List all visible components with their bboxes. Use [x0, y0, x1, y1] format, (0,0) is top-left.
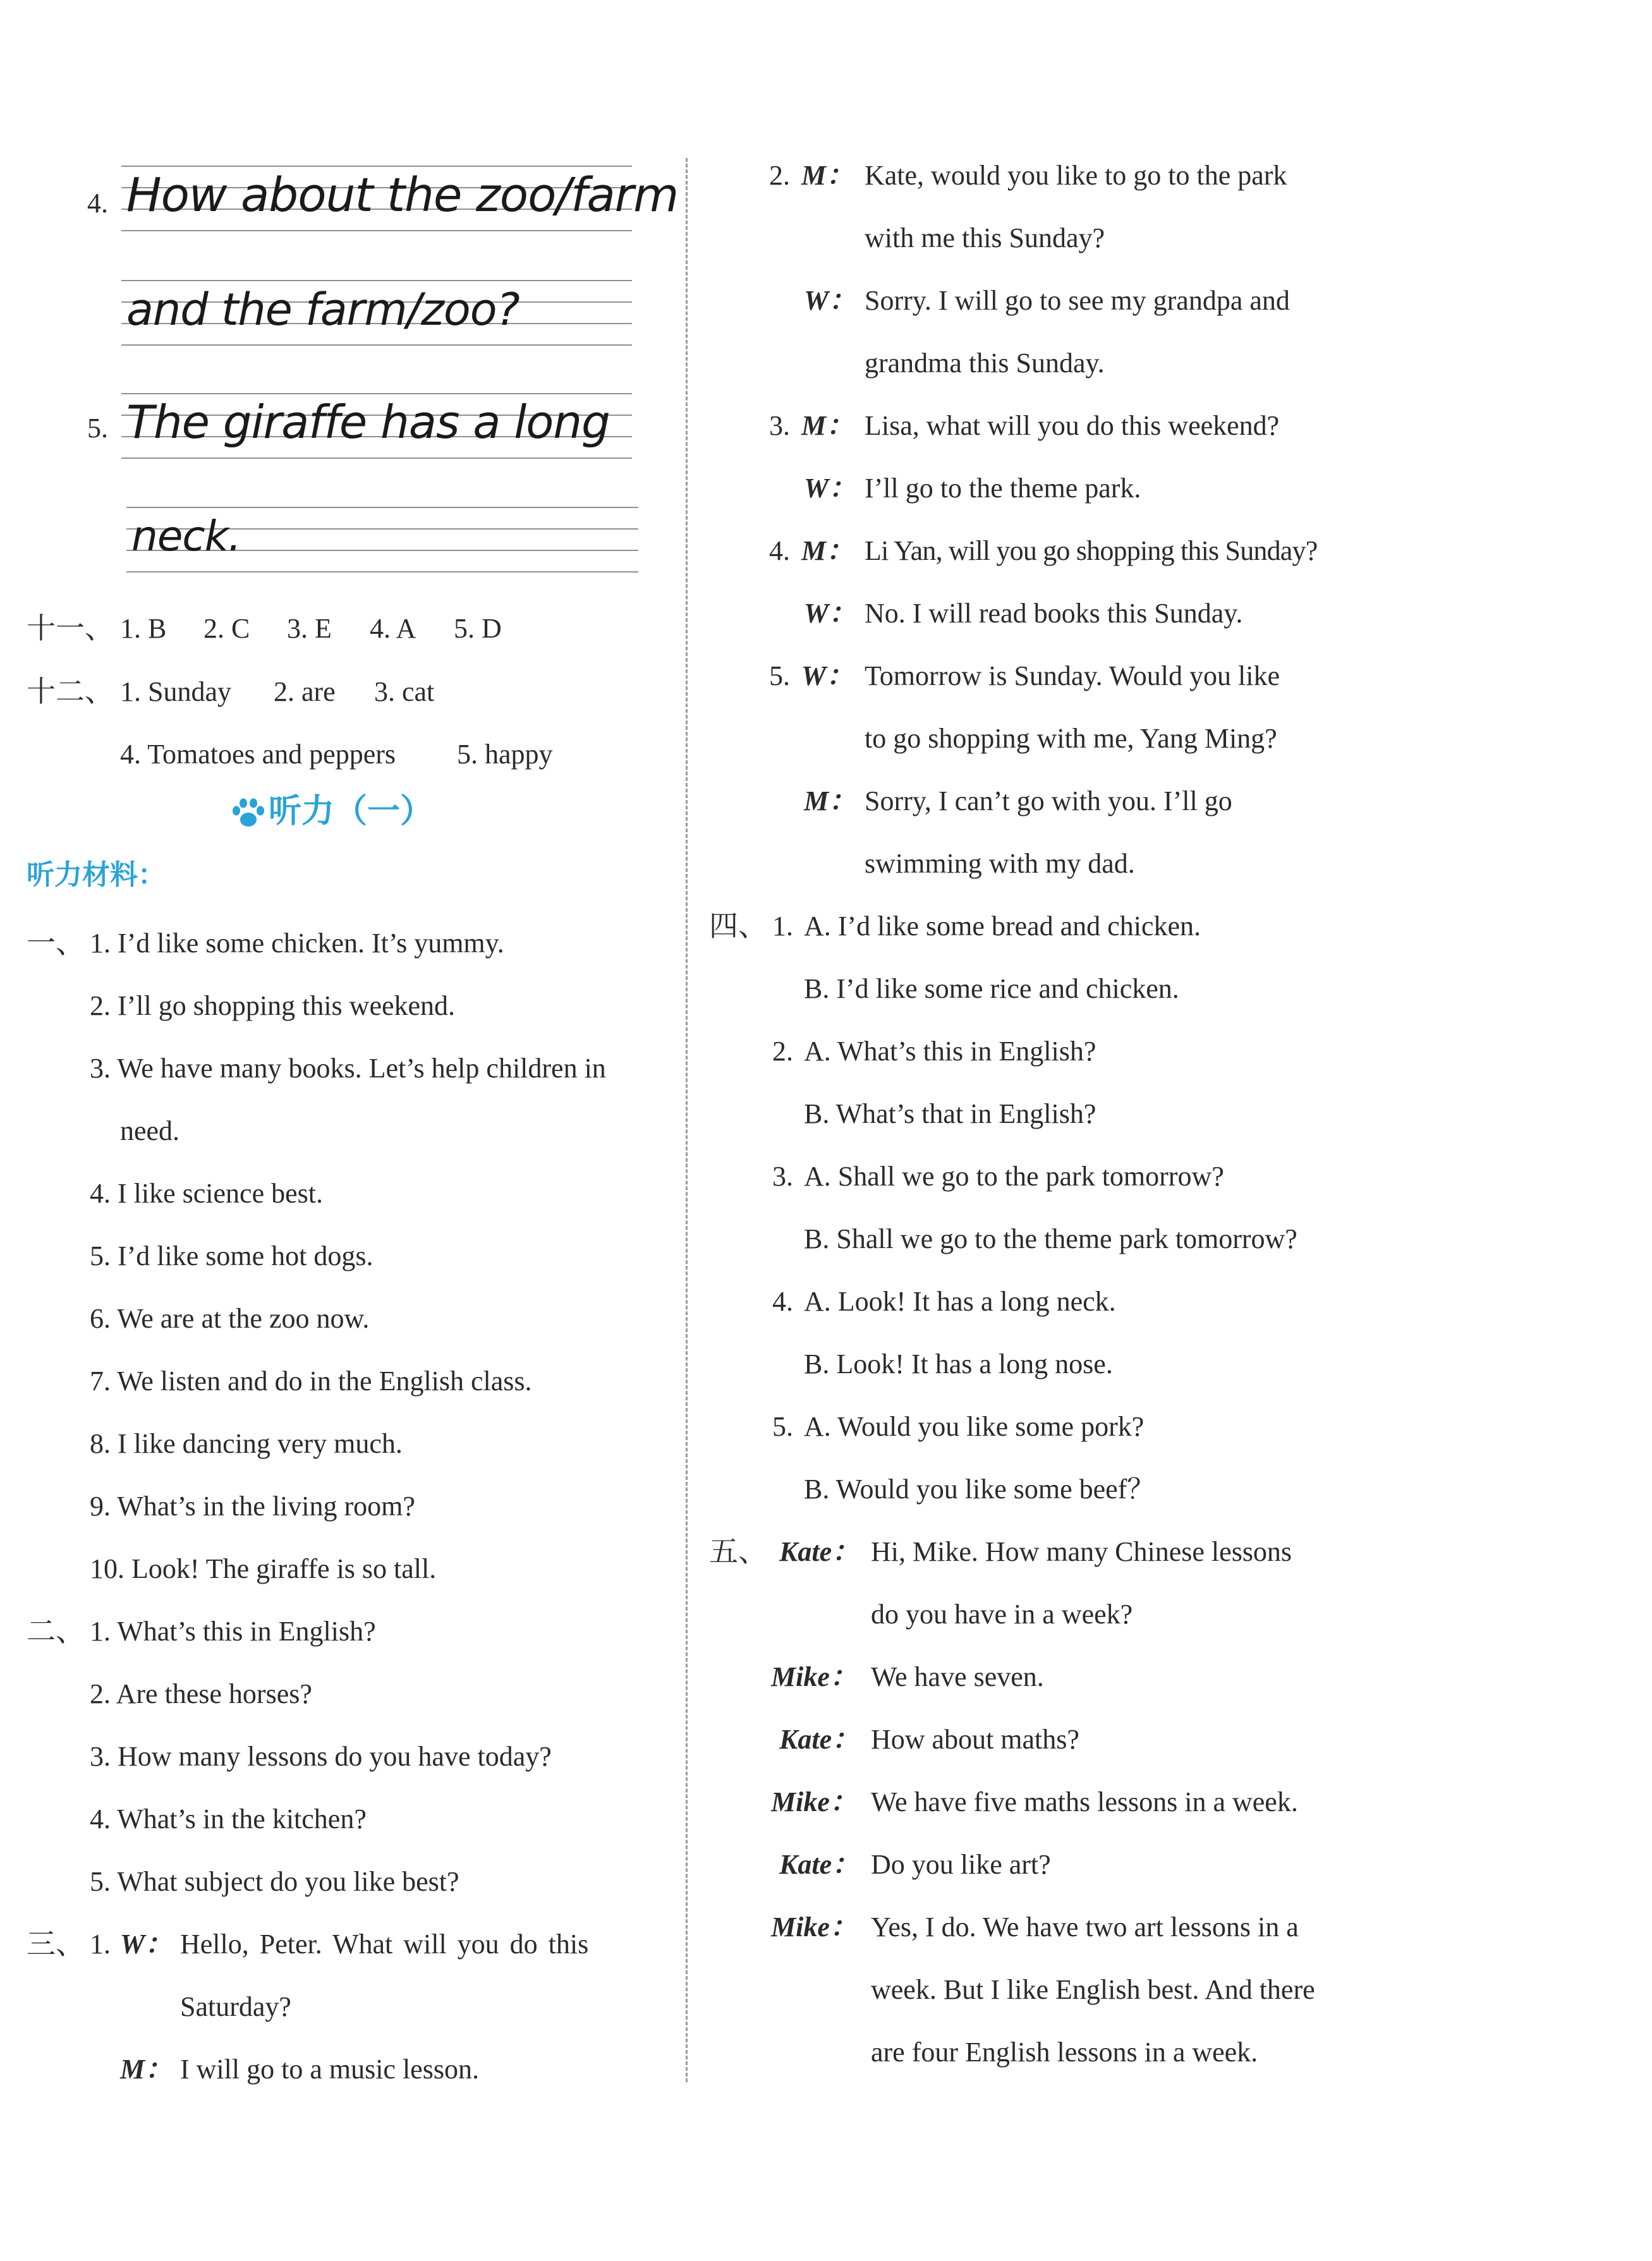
part2-item: 2. Are these horses? — [90, 1678, 312, 1709]
part2-label: 二、 — [27, 1614, 85, 1648]
sec12-answer: 4. Tomatoes and peppers — [120, 739, 396, 770]
dialogue-line: I will go to a music lesson. — [180, 2054, 479, 2085]
hw-q4-number: 4. — [87, 188, 108, 219]
dialogue-line: Hi, Mike. How many Chinese lessons — [871, 1536, 1292, 1567]
part1-item: 1. I’d like some chicken. It’s yummy. — [90, 928, 504, 959]
speaker-label: M： — [801, 535, 854, 566]
part4-option: A. Look! It has a long neck. — [804, 1286, 1116, 1317]
hw-q5-line1: The giraffe has a long — [126, 396, 610, 449]
dialogue-line: week. But I like English best. And there — [871, 1974, 1315, 2005]
part4-option: B. I’d like some rice and chicken. — [804, 973, 1179, 1004]
part3-d5-num: 5. — [769, 660, 790, 691]
part4-num: 5. — [772, 1411, 793, 1442]
dialogue-line: are four English lessons in a week. — [871, 2037, 1258, 2068]
sec11-answer: 1. B — [120, 613, 167, 644]
part4-num: 3. — [772, 1161, 793, 1192]
part3-label: 三、 — [27, 1927, 85, 1961]
sec11-label: 十一、 — [27, 611, 114, 645]
speaker-label: M： — [801, 410, 854, 441]
part4-option: B. Look! It has a long nose. — [804, 1349, 1113, 1379]
part1-item: 5. I’d like some hot dogs. — [90, 1240, 374, 1271]
listening-heading — [231, 792, 434, 830]
sec11-answer: 2. C — [203, 613, 250, 644]
part1-item: 2. I’ll go shopping this weekend. — [90, 990, 456, 1021]
dialogue-line: Li Yan, will you go shopping this Sunday? — [865, 535, 1318, 566]
part4-option: A. What’s this in English? — [804, 1036, 1096, 1067]
part4-option: A. I’d like some bread and chicken. — [804, 911, 1201, 942]
dialogue-line: Hello, Peter. What will you do this — [180, 1929, 589, 1960]
hw-q5-line2: neck. — [131, 512, 241, 561]
listening-subheading: 听力材料： — [27, 859, 166, 891]
part3-d1-num: 1. — [90, 1929, 111, 1960]
hw-q5-number: 5. — [87, 413, 108, 444]
dialogue-line: We have seven. — [871, 1661, 1044, 1692]
part2-item: 4. What’s in the kitchen? — [90, 1803, 367, 1834]
speaker-label: M： — [120, 2054, 173, 2085]
part4-num: 4. — [772, 1286, 793, 1317]
part3-d2-num: 2. — [769, 160, 790, 191]
sec11-answer: 3. E — [287, 613, 332, 644]
dialogue-line: I’ll go to the theme park. — [865, 473, 1141, 504]
part4-num: 2. — [772, 1036, 793, 1067]
part1-item: 10. Look! The giraffe is so tall. — [90, 1553, 437, 1584]
dialogue-line: How about maths? — [871, 1724, 1079, 1755]
hw-q4-line1: How about the zoo/farm — [126, 168, 679, 222]
speaker-label: Kate： — [779, 1849, 860, 1880]
dialogue-line: Saturday? — [180, 1991, 291, 2022]
part1-item: 9. What’s in the living room? — [90, 1491, 415, 1522]
dialogue-line: Sorry. I will go to see my grandpa and — [865, 285, 1290, 316]
dialogue-line: grandma this Sunday. — [865, 348, 1105, 379]
part3-d4-num: 4. — [769, 535, 790, 566]
part1-item: need. — [120, 1115, 180, 1146]
sec12-answer: 1. Sunday — [120, 676, 231, 707]
speaker-label: W： — [801, 660, 854, 691]
part4-option: A. Shall we go to the park tomorrow? — [804, 1161, 1224, 1192]
speaker-label: M： — [801, 160, 854, 191]
speaker-label: Mike： — [771, 1661, 858, 1692]
part2-item: 1. What’s this in English? — [90, 1616, 376, 1647]
part5-label: 五、 — [709, 1534, 767, 1568]
part1-item: 7. We listen and do in the English class. — [90, 1366, 532, 1397]
part4-option: B. What’s that in English? — [804, 1098, 1096, 1129]
part2-item: 3. How many lessons do you have today? — [90, 1741, 552, 1772]
speaker-label: Kate： — [779, 1536, 860, 1567]
dialogue-line: Kate, would you like to go to the park — [865, 160, 1287, 191]
speaker-label: W： — [804, 598, 857, 629]
part1-item: 6. We are at the zoo now. — [90, 1303, 370, 1334]
sec12-answer: 5. happy — [457, 739, 553, 770]
sec12-label: 十二、 — [27, 674, 114, 708]
part4-label: 四、 — [709, 909, 767, 943]
part1-item: 3. We have many books. Let’s help children in — [90, 1053, 606, 1084]
part1-label: 一、 — [27, 926, 85, 960]
dialogue-line: We have five maths lessons in a week. — [871, 1786, 1298, 1817]
dialogue-line: Sorry, I can’t go with you. I’ll go — [865, 785, 1232, 816]
part4-option: A. Would you like some pork? — [804, 1411, 1145, 1442]
speaker-label: W： — [804, 285, 857, 316]
part4-num: 1. — [772, 911, 793, 942]
part2-item: 5. What subject do you like best? — [90, 1866, 459, 1897]
sec12-answer: 3. cat — [374, 676, 435, 707]
speaker-label: M： — [804, 785, 857, 816]
dialogue-line: Do you like art? — [871, 1849, 1051, 1880]
part3-d3-num: 3. — [769, 410, 790, 441]
column-divider — [686, 158, 688, 2082]
sec11-answer: 5. D — [454, 613, 502, 644]
speaker-label: W： — [804, 473, 857, 504]
paw-icon — [231, 797, 266, 830]
dialogue-line: with me this Sunday? — [865, 222, 1105, 253]
speaker-label: Kate： — [779, 1724, 860, 1755]
listening-heading-text: 听力（一） — [269, 792, 434, 830]
dialogue-line: to go shopping with me, Yang Ming? — [865, 723, 1277, 754]
dialogue-line: Lisa, what will you do this weekend? — [865, 410, 1280, 441]
dialogue-line: swimming with my dad. — [865, 848, 1135, 879]
sec11-answer: 4. A — [370, 613, 416, 644]
speaker-label: Mike： — [771, 1786, 858, 1817]
dialogue-line: Yes, I do. We have two art lessons in a — [871, 1912, 1299, 1943]
speaker-label: W： — [120, 1929, 173, 1960]
part4-option: B. Shall we go to the theme park tomorrow? — [804, 1223, 1297, 1254]
part4-option: B. Would you like some beef？ — [804, 1474, 1155, 1505]
dialogue-line: do you have in a week? — [871, 1599, 1133, 1630]
speaker-label: Mike： — [771, 1912, 858, 1943]
sec12-answer: 2. are — [274, 676, 336, 707]
part1-item: 4. I like science best. — [90, 1178, 323, 1209]
part1-item: 8. I like dancing very much. — [90, 1428, 403, 1459]
hw-q4-line2: and the farm/zoo? — [126, 284, 519, 336]
dialogue-line: Tomorrow is Sunday. Would you like — [865, 660, 1280, 691]
dialogue-line: No. I will read books this Sunday. — [865, 598, 1243, 629]
